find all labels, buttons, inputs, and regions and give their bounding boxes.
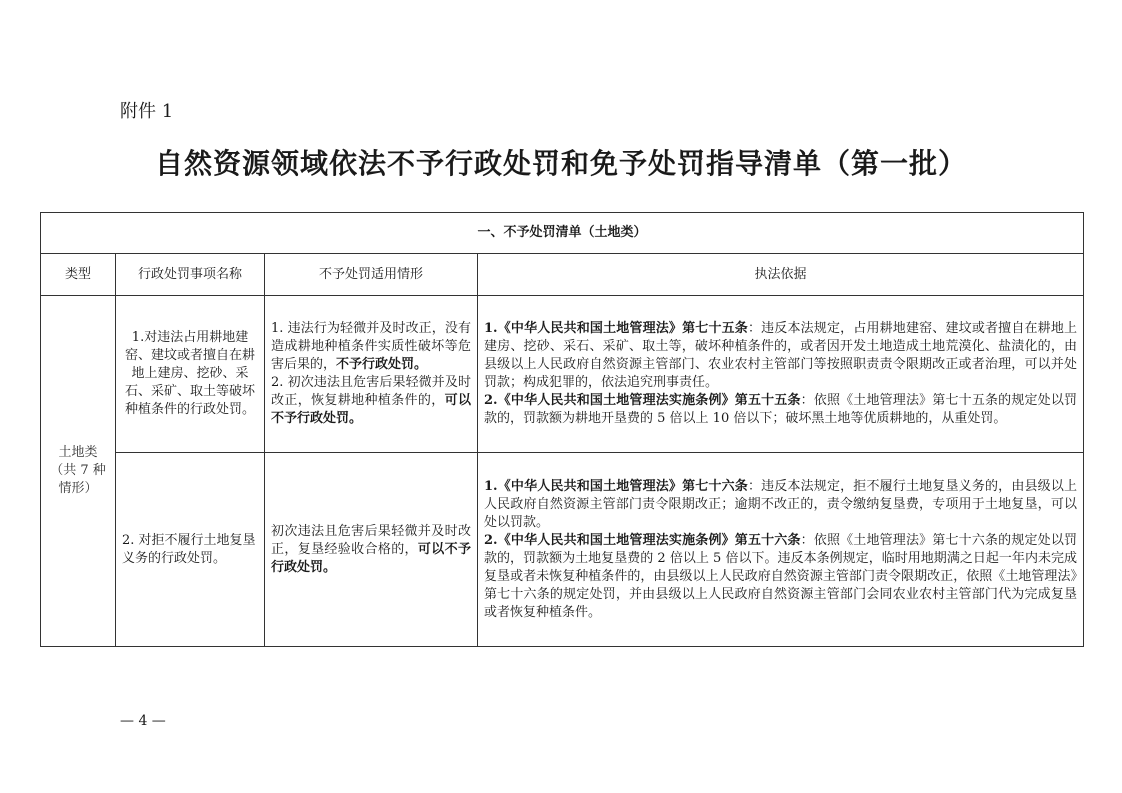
condition-text: 2. 初次违法且危害后果轻微并及时改正，恢复耕地种植条件的， bbox=[271, 375, 471, 408]
basis-paragraph bbox=[484, 478, 1077, 532]
basis-text: ：依照《土地管理法》第七十六条的规定处以罚款的，罚款额为土地复垦费的 2 倍以上 5 倍以下。违反本条例规定，临时用地期满之日起一年内未完成复垦或者未恢复种植条件的，由县级以上人民政府自然资源主管部门责令限期改正，依照《土地管理法》第七十六条的规定处罚，并由县级以上人民政府自然资源主管部门会同农业农村主管部门代为完成复垦或者恢复种植条件。 bbox=[484, 532, 1078, 620]
header-type: 类型 bbox=[41, 254, 116, 296]
table-row bbox=[41, 296, 1084, 453]
basis-paragraph bbox=[484, 320, 1077, 392]
condition-line bbox=[271, 320, 471, 374]
document-title: 自然资源领域依法不予行政处罚和免予处罚指导清单（第一批） bbox=[154, 147, 967, 180]
basis-paragraph bbox=[484, 392, 1077, 428]
condition-text: 初次违法且危害后果轻微并及时改正，复垦经验收合格的， bbox=[271, 523, 471, 557]
basis-number: 1. bbox=[484, 321, 498, 336]
item-name: 2. 对拒不履行土地复垦义务的行政处罚。 bbox=[122, 532, 256, 566]
item-cell bbox=[116, 296, 265, 453]
table-row bbox=[41, 453, 1084, 647]
condition-bold: 可以不予行政处罚。 bbox=[271, 541, 471, 575]
column-header-row bbox=[41, 254, 1084, 296]
basis-number: 1. bbox=[484, 478, 498, 494]
basis-text: ：违反本法规定，拒不履行土地复垦义务的，由县级以上人民政府自然资源主管部门责令限期改正；逾期不改正的，责令缴纳复垦费，专项用于土地复垦，可以处以罚款。 bbox=[484, 478, 1078, 530]
conditions-cell bbox=[265, 453, 478, 647]
basis-law: 《中华人民共和国土地管理法实施条例》第五十六条 bbox=[497, 532, 801, 548]
conditions-cell bbox=[265, 296, 478, 453]
item-name: 1.对违法占用耕地建窑、建坟或者擅自在耕地上建房、挖砂、采石、采矿、取土等破坏种植条件的行政处罚。 bbox=[124, 330, 255, 417]
section-title: 一、不予处罚清单（土地类） bbox=[41, 213, 1084, 254]
basis-paragraph bbox=[484, 532, 1077, 622]
penalty-table bbox=[40, 212, 1084, 647]
basis-law: 《中华人民共和国土地管理法》第七十六条 bbox=[497, 478, 748, 494]
condition-text: 1. 违法行为轻微并及时改正，没有造成耕地种植条件实质性破坏等危害后果的， bbox=[271, 321, 471, 372]
basis-law: 《中华人民共和国土地管理法》第七十五条 bbox=[497, 321, 748, 336]
header-item-name: 行政处罚事项名称 bbox=[116, 254, 265, 296]
header-conditions: 不予处罚适用情形 bbox=[265, 254, 478, 296]
category-label: 土地类（共 7 种情形） bbox=[50, 445, 106, 496]
category-cell bbox=[41, 296, 116, 647]
basis-law: 《中华人民共和国土地管理法实施条例》第五十五条 bbox=[497, 393, 801, 408]
legal-basis-cell bbox=[478, 453, 1084, 647]
page-number: — 4 — bbox=[120, 713, 166, 729]
attachment-label: 附件 1 bbox=[120, 101, 174, 122]
basis-number: 2. bbox=[484, 532, 498, 548]
item-cell bbox=[116, 453, 265, 647]
legal-basis-cell bbox=[478, 296, 1084, 453]
basis-number: 2. bbox=[484, 393, 498, 408]
header-legal-basis: 执法依据 bbox=[478, 254, 1084, 296]
condition-bold: 不予行政处罚。 bbox=[336, 357, 428, 372]
basis-text: ：违反本法规定，占用耕地建窑、建坟或者擅自在耕地上建房、挖砂、采石、采矿、取土等，破坏种植条件的，或者因开发土地造成土地荒漠化、盐渍化的，由县级以上人民政府自然资源主管部门、农业农村主管部门等按照职责责令限期改正或者治理，可以并处罚款；构成犯罪的，依法追究刑事责任。 bbox=[484, 321, 1078, 390]
condition-bold: 可以不予行政处罚。 bbox=[271, 393, 471, 426]
section-header-row bbox=[41, 213, 1084, 254]
basis-text: ：依照《土地管理法》第七十五条的规定处以罚款的，罚款额为耕地开垦费的 5 倍以上 10 倍以下；破坏黑土地等优质耕地的，从重处罚。 bbox=[484, 393, 1077, 426]
condition-line bbox=[271, 374, 471, 428]
condition-line bbox=[271, 523, 471, 577]
